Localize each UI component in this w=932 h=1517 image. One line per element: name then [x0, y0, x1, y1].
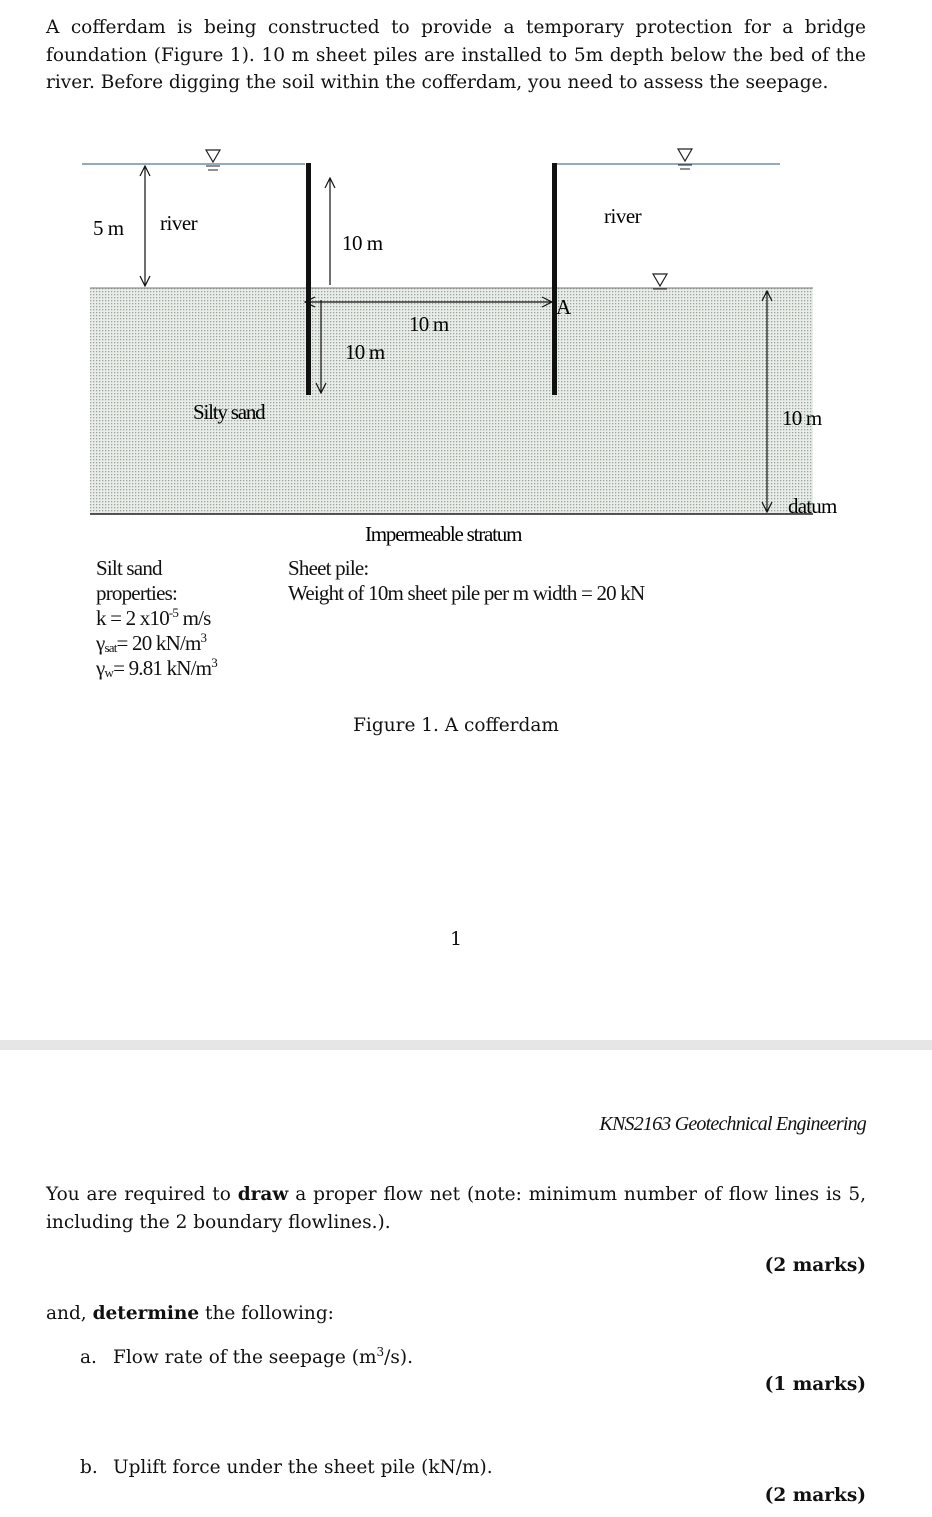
label-pile-length-lower: 10 m: [345, 340, 385, 364]
label-impermeable-stratum: Impermeable stratum: [365, 522, 522, 546]
saturated-unit-weight: $\gamma_{sat}= 20$ $kN/m^3$: [96, 630, 207, 655]
water-level-symbol-inside: [653, 274, 667, 289]
water-level-symbol-right: [678, 149, 692, 169]
cofferdam-figure: [0, 0, 932, 560]
water-unit-weight: $\gamma_w= 9.81$ $kN/m^3$: [96, 655, 217, 680]
silt-properties: [96, 556, 217, 681]
page-2: [0, 1050, 932, 1517]
question-a: a. Flow rate of the seepage $(m^3/s)$.: [80, 1345, 413, 1368]
question-b: b. Uplift force under the sheet pile (kN/m).: [80, 1457, 493, 1478]
course-header: KNS2163 Geotechnical Engineering: [599, 1113, 866, 1135]
water-level-symbol-left: [206, 150, 220, 170]
marks-flow-net: (2 marks): [764, 1255, 866, 1276]
label-silty-sand: Silty sand: [193, 400, 265, 424]
sheet-pile-left: [306, 163, 311, 395]
figure-caption: Figure 1. A cofferdam: [353, 715, 559, 736]
label-width: 10 m: [409, 312, 449, 336]
determine-paragraph: and, determine the following:: [46, 1303, 334, 1324]
label-datum: datum: [788, 494, 837, 518]
sheet-pile-title: Sheet pile:: [288, 556, 369, 580]
page-number: 1: [449, 928, 463, 950]
sheet-pile-properties: [288, 556, 644, 606]
label-depth-10m: 10 m: [782, 406, 822, 430]
label-pile-length-upper: 10 m: [342, 231, 383, 255]
sheet-pile-weight: Weight of 10m sheet pile per m width = 20 kN: [288, 581, 645, 605]
marks-question-b: (2 marks): [764, 1485, 866, 1506]
instruction-paragraph: You are required to draw a proper flow net (note: minimum number of flow lines is 5, including the 2 boundary flowlines.).: [46, 1184, 866, 1233]
permeability-value: k = 2 $x10^{-5}$ m/s: [96, 605, 211, 630]
page-separator: [0, 1040, 932, 1050]
intro-paragraph: A cofferdam is being constructed to provide a temporary protection for a bridge foundation (Figure 1). 10 m sheet piles are installed to 5m depth below the bed of the river. Before digging the soil within the cofferdam, you need to assess the seepage.: [46, 17, 866, 93]
label-point-a: A: [556, 295, 572, 319]
sheet-pile-right: [552, 163, 557, 395]
label-river-left: river: [160, 211, 198, 235]
label-river-right: river: [604, 204, 642, 228]
silt-properties-title-2: properties:: [96, 581, 178, 605]
label-5m: 5 m: [93, 216, 124, 240]
marks-question-a: (1 marks): [764, 1374, 866, 1395]
silt-properties-title-1: Silt sand: [96, 556, 162, 580]
